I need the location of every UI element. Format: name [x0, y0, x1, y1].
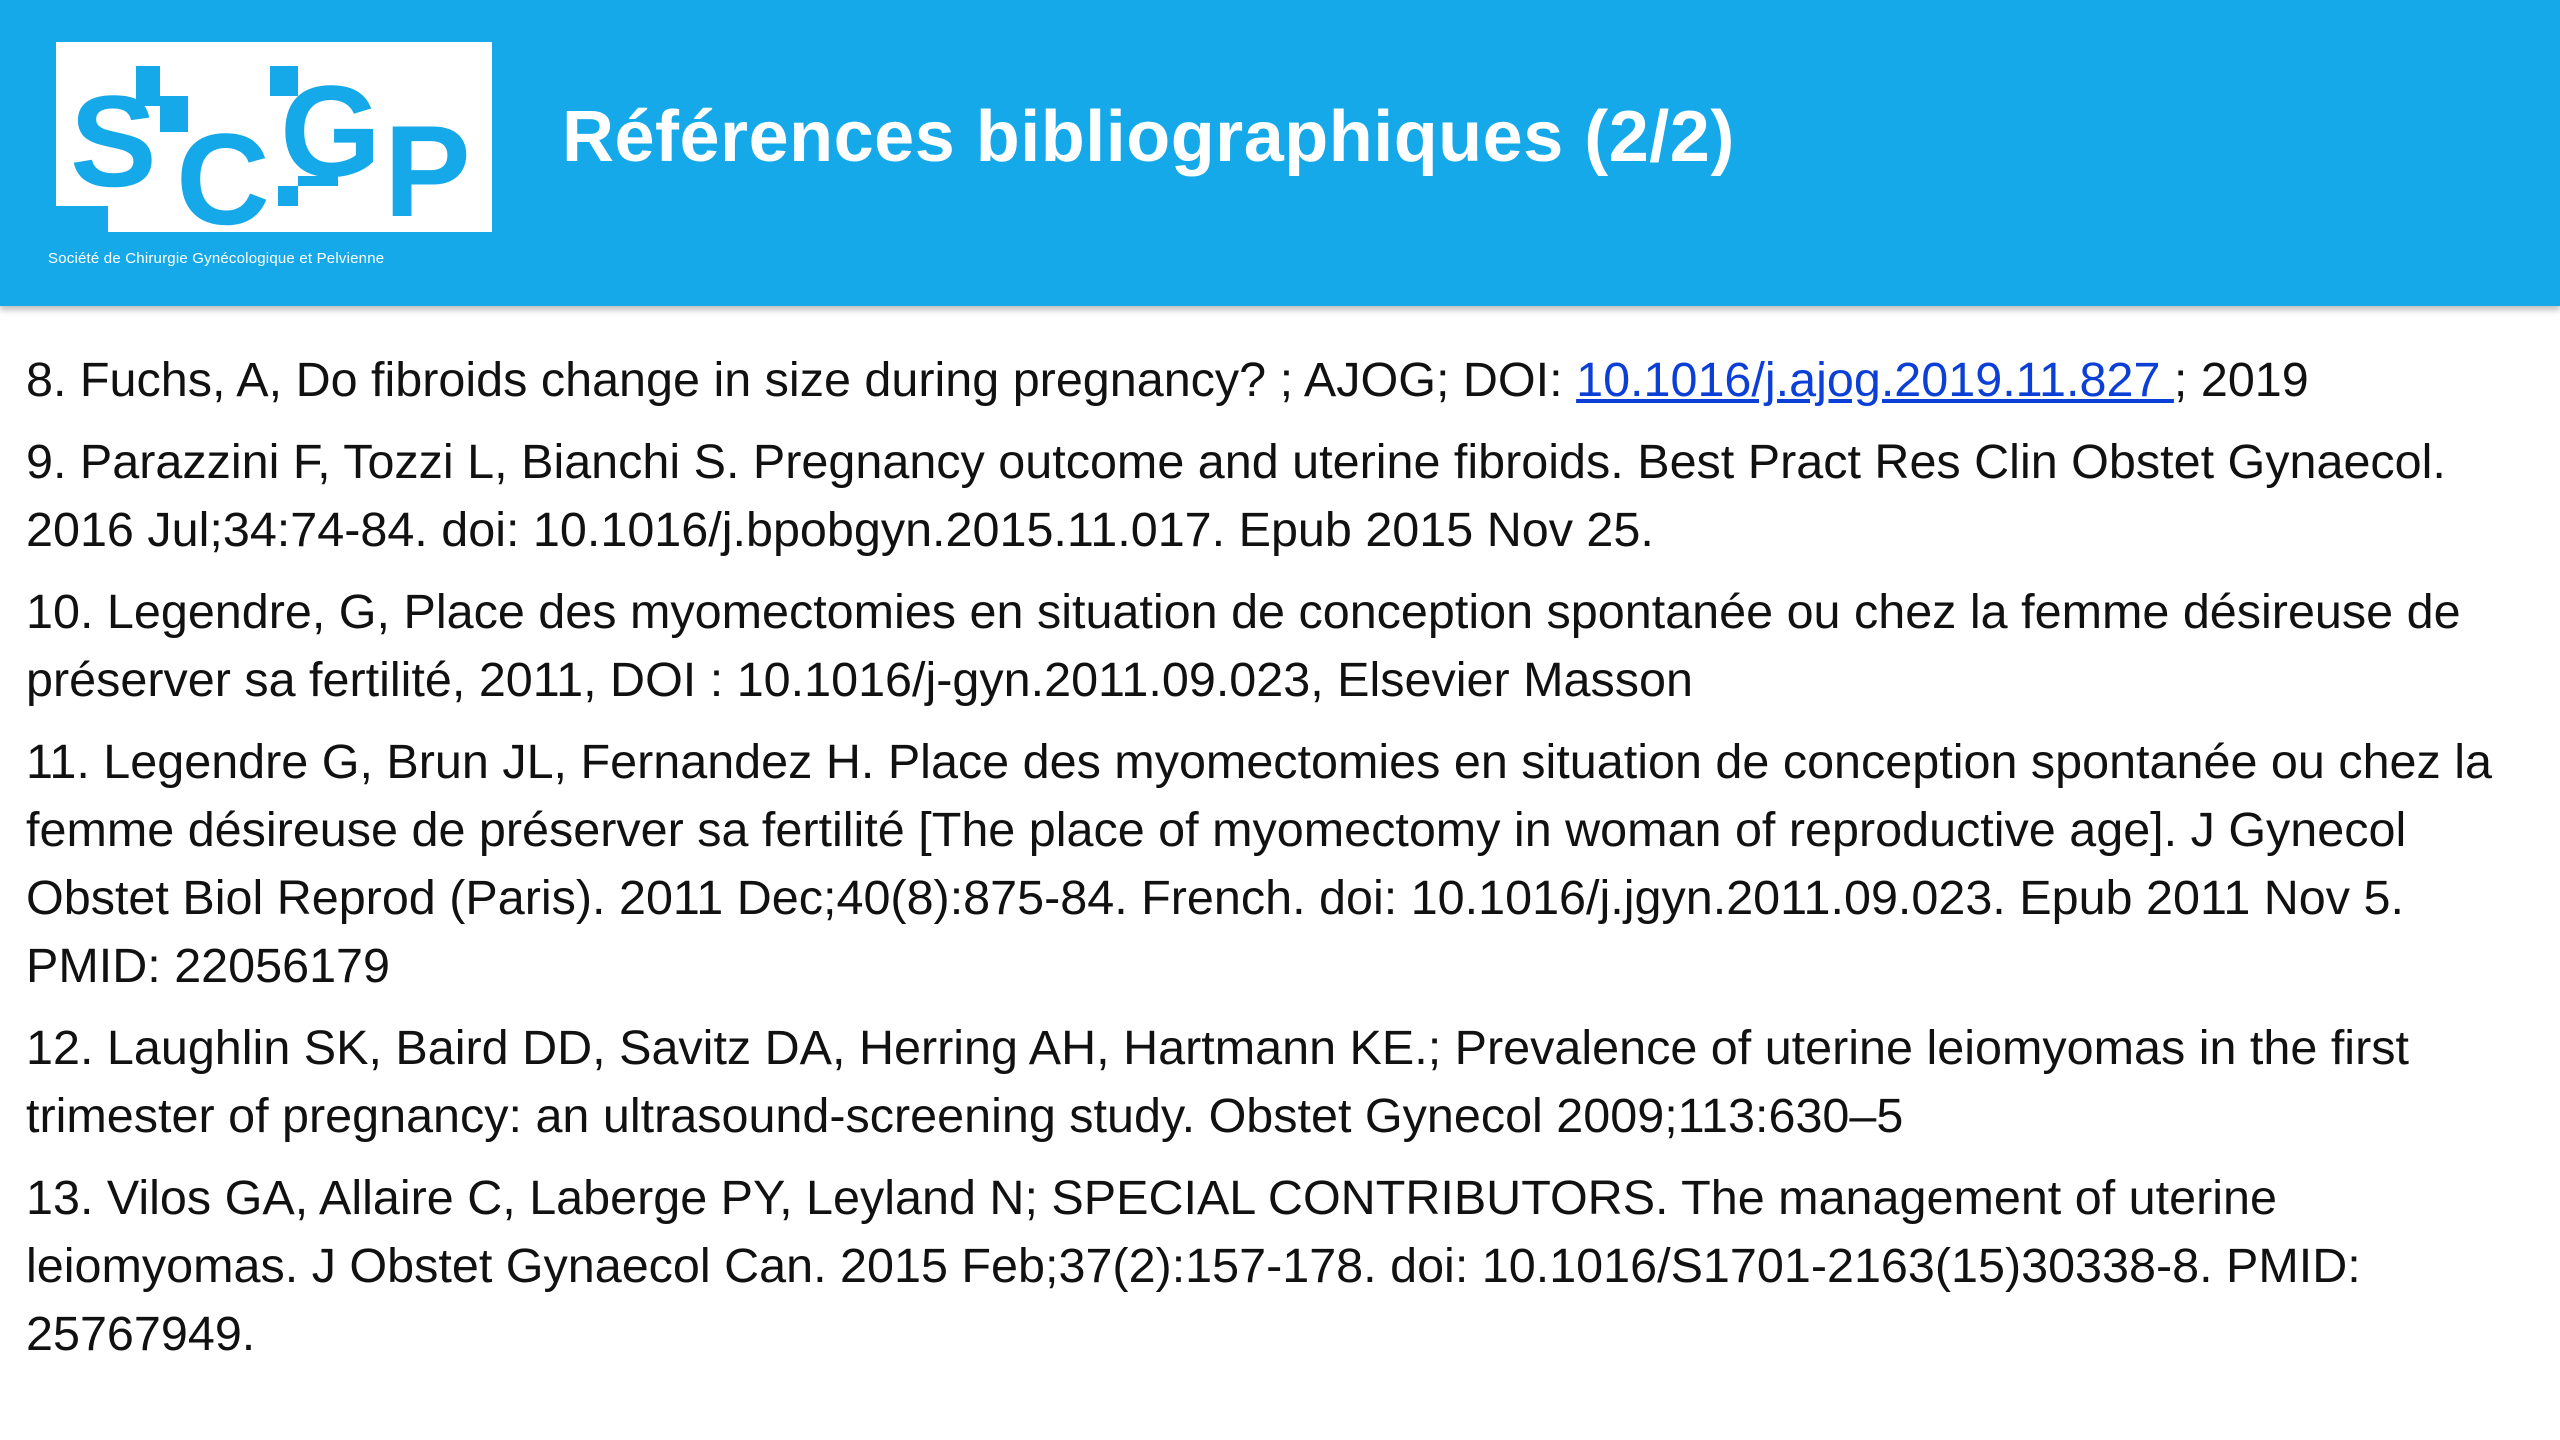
reference-item-9: 9. Parazzini F, Tozzi L, Bianchi S. Pregnancy outcome and uterine fibroids. Best Pract Res Clin Obstet Gynaecol. 2016 Jul;34:74-84. doi: 10.1016/j.bpobgyn.2015.11.017. Epub 2015 Nov 25. — [26, 435, 2446, 557]
svg-text:G: G — [280, 58, 382, 204]
reference-8-year: ; 2019 — [2173, 353, 2309, 407]
reference-8-text: 8. Fuchs, A, Do fibroids change in size during pregnancy? ; AJOG; DOI: — [26, 353, 1577, 407]
svg-text:S: S — [70, 68, 157, 214]
svg-text:C: C — [176, 106, 270, 252]
reference-item-12: 12. Laughlin SK, Baird DD, Savitz DA, Herring AH, Hartmann KE.; Prevalence of uterine leiomyomas in the first trimester of pregnancy: an ultrasound-screening study. Obstet Gynecol 2009;113:630–5 — [26, 1021, 2409, 1143]
svg-text:P: P — [384, 98, 471, 244]
reference-item-10: 10. Legendre, G, Place des myomectomies en situation de conception spontanée ou chez la femme désireuse de préserver sa fertilité, 2011, DOI : 10.1016/j-gyn.2011.09.023, Elsevier Masson — [26, 585, 2461, 707]
reference-list — [26, 346, 2536, 1382]
reference-8-doi-link[interactable]: 10.1016/j.ajog.2019.11.827 — [1576, 353, 2174, 407]
logo-tagline: Société de Chirurgie Gynécologique et Pelvienne — [48, 250, 385, 267]
reference-item-11: 11. Legendre G, Brun JL, Fernandez H. Place des myomectomies en situation de conception spontanée ou chez la femme désireuse de préserver sa fertilité [The place of myomectomy in woman of reproductive age]. J Gynecol Obstet Biol Reprod (Paris). 2011 Dec;40(8):875-84. French. doi: 10.1016/j.jgyn.2011.09.023. Epub 2011 Nov 5. PMID: 22056179 — [26, 735, 2492, 993]
slide-header — [0, 0, 2560, 306]
reference-item-8 — [26, 346, 2536, 414]
scgp-logo — [48, 36, 500, 274]
slide-title: Références bibliographiques (2/2) — [562, 97, 1735, 177]
reference-item-13: 13. Vilos GA, Allaire C, Laberge PY, Leyland N; SPECIAL CONTRIBUTORS. The management of uterine leiomyomas. J Obstet Gynaecol Can. 2015 Feb;37(2):157-178. doi: 10.1016/S1701-2163(15)30338-8. PMID: 25767949. — [26, 1171, 2361, 1361]
